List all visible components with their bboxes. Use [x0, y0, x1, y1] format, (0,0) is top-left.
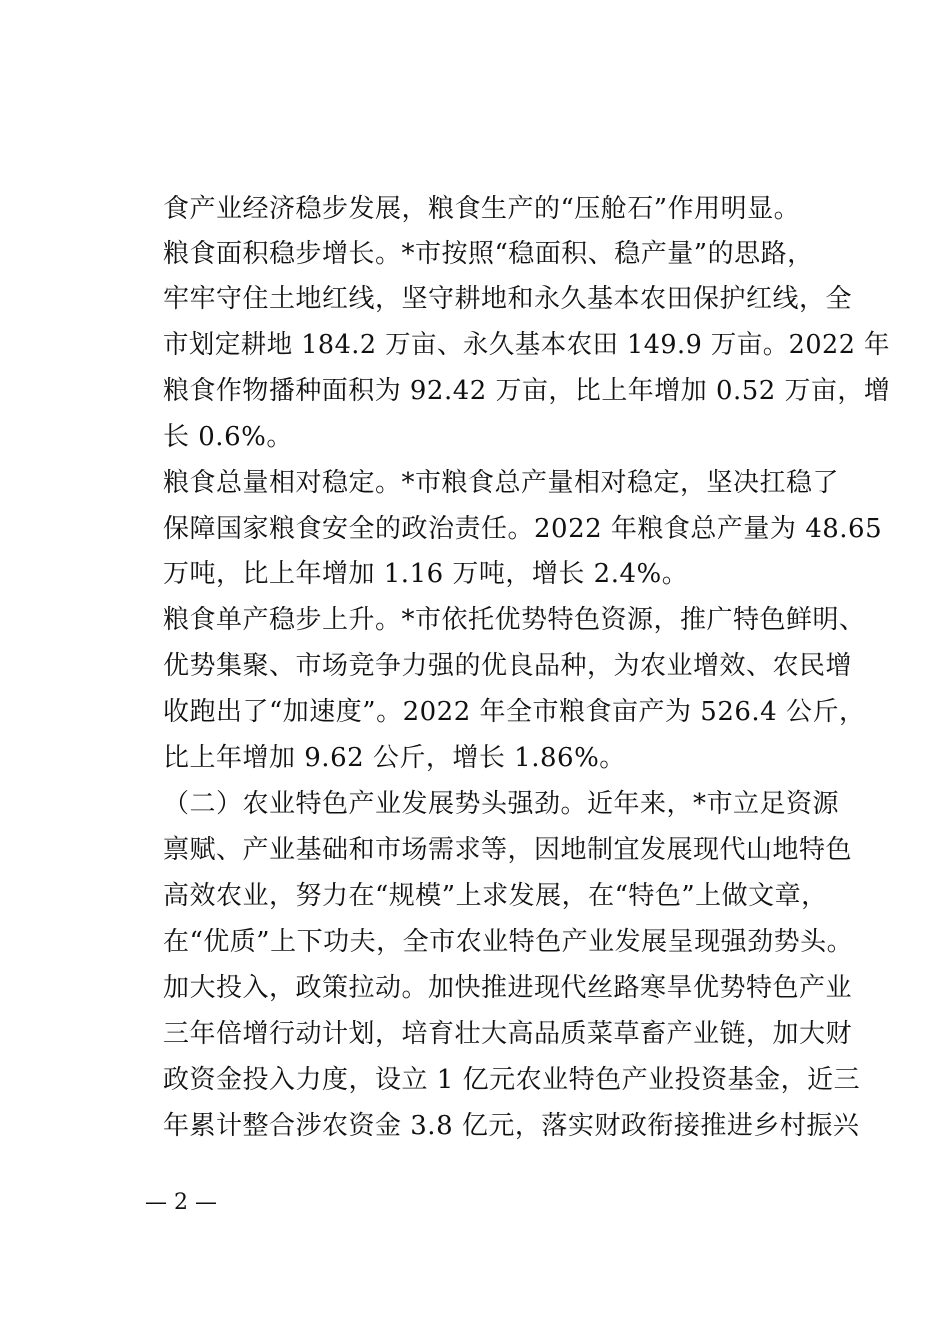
text-line: 粮食作物播种面积为 92.42 万亩，比上年增加 0.52 万亩，增 [163, 376, 891, 406]
text-line: 政资金投入力度，设立 1 亿元农业特色产业投资基金，近三 [163, 1065, 861, 1095]
text-line: 高效农业，努力在“规模”上求发展，在“特色”上做文章， [163, 881, 828, 911]
text-line: 万吨，比上年增加 1.16 万吨，增长 2.4%。 [163, 559, 689, 589]
text-line: 粮食总量相对稳定。*市粮食总产量相对稳定，坚决扛稳了 [163, 468, 840, 498]
text-line: 牢牢守住土地红线，坚守耕地和永久基本农田保护红线，全 [163, 284, 853, 314]
text-line: 优势集聚、市场竞争力强的优良品种，为农业增效、农民增 [163, 651, 853, 681]
text-line: 长 0.6%。 [163, 422, 293, 452]
text-line: 比上年增加 9.62 公斤，增长 1.86%。 [163, 743, 626, 773]
text-line: 粮食单产稳步上升。*市依托优势特色资源，推广特色鲜明、 [163, 605, 866, 635]
text-line: 禀赋、产业基础和市场需求等，因地制宜发展现代山地特色 [163, 835, 853, 865]
text-line: 年累计整合涉农资金 3.8 亿元，落实财政衔接推进乡村振兴 [163, 1111, 860, 1141]
text-line: 加大投入，政策拉动。加快推进现代丝路寒旱优势特色产业 [163, 973, 853, 1003]
page-number: — 2 — [145, 1190, 217, 1215]
section-heading-line: （二）农业特色产业发展势头强劲。近年来，*市立足资源 [163, 789, 840, 819]
text-line: 市划定耕地 184.2 万亩、永久基本农田 149.9 万亩。2022 年 [163, 330, 890, 360]
text-line: 三年倍增行动计划，培育壮大高品质菜草畜产业链，加大财 [163, 1019, 853, 1049]
text-line: 保障国家粮食安全的政治责任。2022 年粮食总产量为 48.65 [163, 514, 883, 544]
text-line: 粮食面积稳步增长。*市按照“稳面积、稳产量”的思路， [163, 239, 814, 269]
text-line: 在“优质”上下功夫，全市农业特色产业发展呈现强劲势头。 [163, 927, 854, 957]
text-line: 食产业经济稳步发展，粮食生产的“压舱石”作用明显。 [163, 194, 801, 224]
text-line: 收跑出了“加速度”。2022 年全市粮食亩产为 526.4 公斤， [163, 697, 866, 727]
